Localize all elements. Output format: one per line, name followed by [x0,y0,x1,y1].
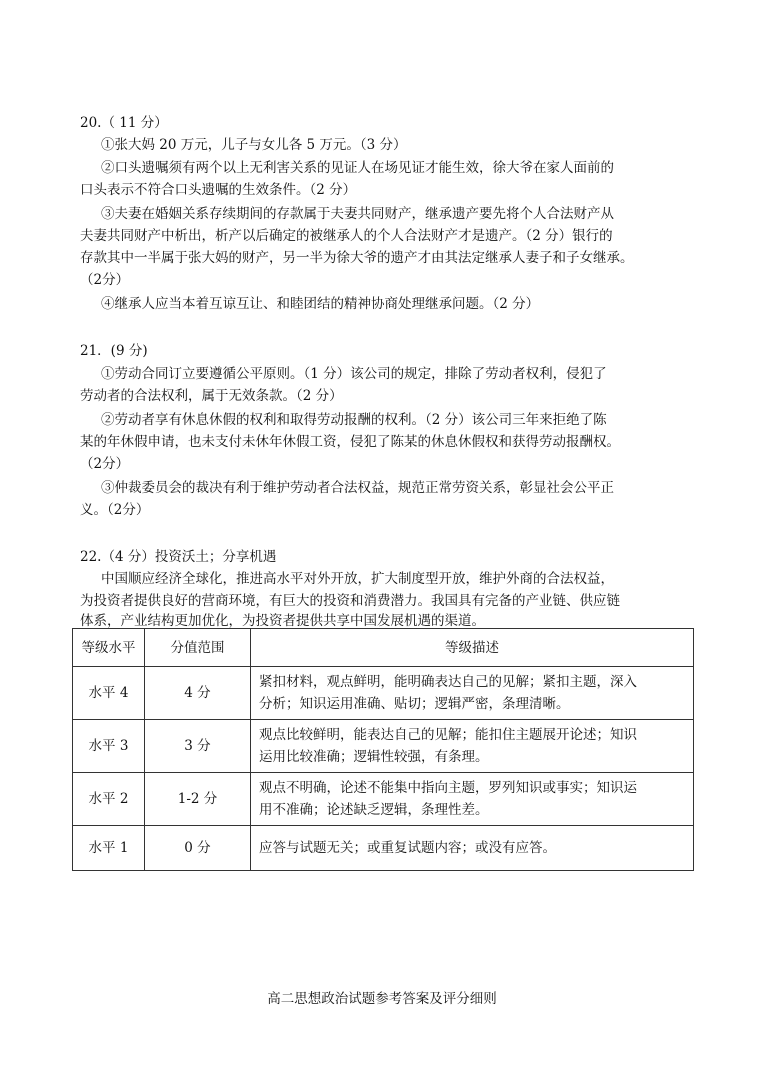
description-line: 观点比较鲜明，能表达自己的见解；能扣住主题展开论述；知识 [259,727,637,743]
description-line: 应答与试题无关；或重复试题内容；或没有应答。 [259,840,556,856]
score-cell: 4 分 [145,667,251,720]
q21-heading: 21．(9 分) [80,343,148,359]
level-cell: 水平 2 [73,773,145,826]
q22-heading: 22.（4 分）投资沃土；分享机遇 [80,549,277,565]
level-cell: 水平 3 [73,720,145,773]
description-line: 运用比较准确；逻辑性较强，有条理。 [259,749,489,765]
description-line: 紧扣材料，观点鲜明，能明确表达自己的见解；紧扣主题，深入 [259,674,637,690]
scoring-rubric-table [72,628,694,871]
table-row [73,667,694,720]
q20-answer-3-line: （2分） [80,272,130,288]
description-cell [251,773,694,826]
header-score-range: 分值范围 [145,629,251,667]
q20-answer-2-line: ②口头遗嘱须有两个以上无利害关系的见证人在场见证才能生效，徐大爷在家人面前的 [101,160,614,176]
table-header-row [73,629,694,667]
header-description: 等级描述 [251,629,694,667]
q22-answer-line: 为投资者提供良好的营商环境，有巨大的投资和消费潜力。我国具有完备的产业链、供应链 [80,593,620,609]
q22-answer-line: 体系，产业结构更加优化，为投资者提供共享中国发展机遇的渠道。 [80,613,485,629]
q21-answer-1-line: ①劳动合同订立要遵循公平原则。（1 分）该公司的规定，排除了劳动者权利，侵犯了 [101,366,607,382]
q22-answer-line: 中国顺应经济全球化，推进高水平对外开放，扩大制度型开放，维护外商的合法权益， [101,571,614,587]
q20-heading: 20.（ 11 分） [80,115,168,131]
description-line: 分析；知识运用准确、贴切；逻辑严密，条理清晰。 [259,696,570,712]
score-cell: 0 分 [145,826,251,871]
q20-answer-4-line: ④继承人应当本着互谅互让、和睦团结的精神协商处理继承问题。（2 分） [101,296,540,312]
description-line: 用不准确；论述缺乏逻辑，条理性差。 [259,802,489,818]
q20-answer-3-line: ③夫妻在婚姻关系存续期间的存款属于夫妻共同财产，继承遗产要先将个人合法财产从 [101,206,614,222]
description-cell [251,720,694,773]
header-level: 等级水平 [73,629,145,667]
level-cell: 水平 1 [73,826,145,871]
q21-answer-2-line: 某的年休假申请，也未支付未休年休假工资，侵犯了陈某的休息休假权和获得劳动报酬权。 [80,434,620,450]
description-cell [251,826,694,871]
q20-answer-2-line: 口头表示不符合口头遗嘱的生效条件。（2 分） [80,182,357,198]
score-cell: 3 分 [145,720,251,773]
q21-answer-3-line: 义。（2分） [80,502,150,518]
table-row [73,720,694,773]
score-cell: 1-2 分 [145,773,251,826]
q20-answer-1-line: ①张大妈 20 万元，儿子与女儿各 5 万元。（3 分） [101,137,407,153]
q21-answer-2-line: （2分） [80,456,130,472]
q21-answer-2-line: ②劳动者享有休息休假的权利和取得劳动报酬的权利。（2 分）该公司三年来拒绝了陈 [101,412,607,428]
description-cell [251,667,694,720]
table-row [73,826,694,871]
page-footer-title: 高二思想政治试题参考答案及评分细则 [267,991,497,1007]
q20-answer-3-line: 夫妻共同财产中析出，析产以后确定的被继承人的个人合法财产才是遗产。（2 分）银行的 [80,228,613,244]
q20-answer-3-line: 存款其中一半属于张大妈的财产，另一半为徐大爷的遗产才由其法定继承人妻子和子女继承。 [80,250,634,266]
description-line: 观点不明确，论述不能集中指向主题，罗列知识或事实；知识运 [259,780,637,796]
q21-answer-1-line: 劳动者的合法权利，属于无效条款。（2 分） [80,388,343,404]
level-cell: 水平 4 [73,667,145,720]
table-row [73,773,694,826]
q21-answer-3-line: ③仲裁委员会的裁决有利于维护劳动者合法权益，规范正常劳资关系，彰显社会公平正 [101,480,614,496]
